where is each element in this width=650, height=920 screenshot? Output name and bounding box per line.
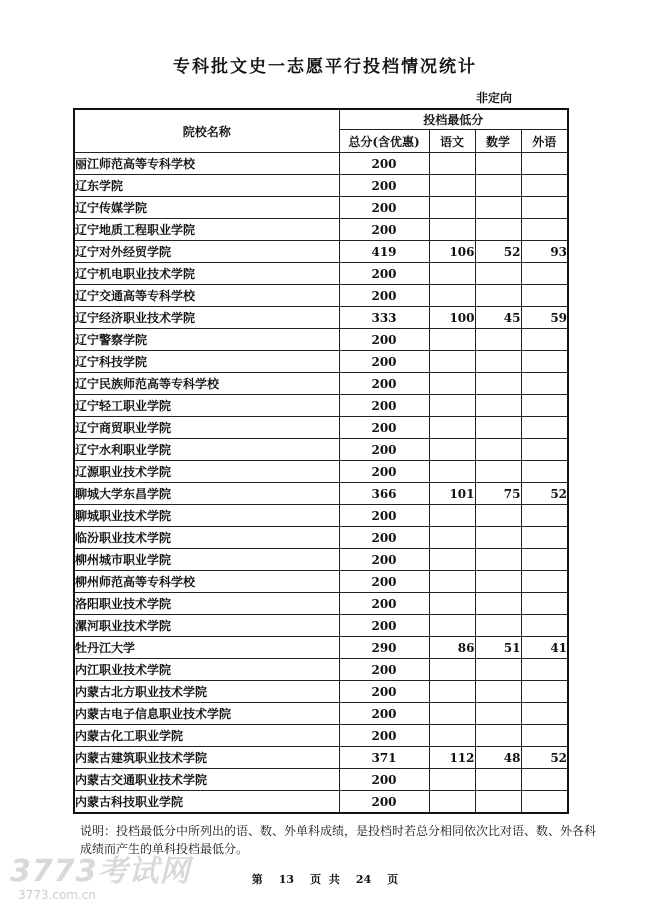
- min-score-group-header: 投档最低分: [339, 109, 568, 130]
- chinese-score-cell: 106: [429, 241, 475, 263]
- total-score-cell: 200: [339, 769, 429, 791]
- math-score-cell: [475, 175, 521, 197]
- math-score-cell: [475, 461, 521, 483]
- school-name-cell: 柳州城市职业学院: [74, 549, 339, 571]
- math-score-cell: [475, 351, 521, 373]
- math-score-cell: [475, 593, 521, 615]
- school-name-cell: 辽宁水利职业学院: [74, 439, 339, 461]
- chinese-score-cell: [429, 549, 475, 571]
- chinese-score-cell: [429, 175, 475, 197]
- table-row: [74, 219, 568, 241]
- total-score-cell: 371: [339, 747, 429, 769]
- chinese-score-cell: [429, 593, 475, 615]
- total-score-cell: 366: [339, 483, 429, 505]
- school-name-cell: 丽江师范高等专科学校: [74, 153, 339, 175]
- category-label: 非定向: [476, 91, 513, 105]
- math-score-cell: [475, 769, 521, 791]
- table-row: [74, 527, 568, 549]
- math-score-cell: 75: [475, 483, 521, 505]
- school-name-cell: 内江职业技术学院: [74, 659, 339, 681]
- chinese-score-cell: [429, 681, 475, 703]
- total-score-cell: 200: [339, 439, 429, 461]
- total-score-cell: 200: [339, 527, 429, 549]
- footer-total-pages: 24: [355, 873, 372, 886]
- math-score-cell: 51: [475, 637, 521, 659]
- math-score-cell: [475, 439, 521, 461]
- school-name-cell: 辽宁轻工职业学院: [74, 395, 339, 417]
- foreign-score-cell: [521, 681, 568, 703]
- total-score-cell: 200: [339, 549, 429, 571]
- table-row: [74, 329, 568, 351]
- school-name-cell: 辽宁传媒学院: [74, 197, 339, 219]
- chinese-score-cell: [429, 153, 475, 175]
- table-row: [74, 285, 568, 307]
- math-score-cell: [475, 417, 521, 439]
- foreign-score-cell: [521, 153, 568, 175]
- foreign-score-cell: [521, 791, 568, 814]
- footer-prefix: 第: [251, 873, 263, 886]
- total-score-cell: 200: [339, 681, 429, 703]
- site-watermark: [10, 856, 191, 902]
- foreign-score-cell: [521, 219, 568, 241]
- table-row: [74, 307, 568, 329]
- school-name-cell: 辽宁对外经贸学院: [74, 241, 339, 263]
- total-score-cell: 200: [339, 659, 429, 681]
- school-name-cell: 内蒙古交通职业技术学院: [74, 769, 339, 791]
- total-score-cell: 200: [339, 329, 429, 351]
- table-row: [74, 791, 568, 814]
- foreign-score-cell: 41: [521, 637, 568, 659]
- chinese-score-cell: [429, 285, 475, 307]
- math-score-cell: 45: [475, 307, 521, 329]
- total-score-cell: 200: [339, 593, 429, 615]
- school-name-cell: 辽宁地质工程职业学院: [74, 219, 339, 241]
- foreign-score-cell: [521, 615, 568, 637]
- math-score-cell: [475, 659, 521, 681]
- chinese-score-cell: [429, 703, 475, 725]
- total-score-cell: 200: [339, 461, 429, 483]
- foreign-score-cell: 59: [521, 307, 568, 329]
- foreign-score-cell: [521, 417, 568, 439]
- school-name-cell: 内蒙古北方职业技术学院: [74, 681, 339, 703]
- total-score-cell: 200: [339, 417, 429, 439]
- school-name-cell: 内蒙古电子信息职业技术学院: [74, 703, 339, 725]
- chinese-score-cell: [429, 329, 475, 351]
- footer-suffix: 页: [387, 873, 399, 886]
- school-name-cell: 辽源职业技术学院: [74, 461, 339, 483]
- total-score-cell: 200: [339, 505, 429, 527]
- school-name-cell: 辽宁科技学院: [74, 351, 339, 373]
- total-score-cell: 200: [339, 791, 429, 814]
- math-score-cell: 48: [475, 747, 521, 769]
- chinese-score-cell: [429, 725, 475, 747]
- table-row: [74, 747, 568, 769]
- total-score-cell: 200: [339, 197, 429, 219]
- watermark-logo-text: 3773考试网: [10, 854, 191, 889]
- foreign-score-cell: [521, 549, 568, 571]
- chinese-score-cell: 100: [429, 307, 475, 329]
- total-score-cell: 333: [339, 307, 429, 329]
- chinese-score-cell: [429, 571, 475, 593]
- table-row: [74, 659, 568, 681]
- total-score-header: 总分(含优惠): [339, 130, 429, 153]
- foreign-score-cell: [521, 175, 568, 197]
- school-name-cell: 辽宁警察学院: [74, 329, 339, 351]
- chinese-score-cell: [429, 373, 475, 395]
- math-score-cell: [475, 703, 521, 725]
- school-name-cell: 聊城大学东昌学院: [74, 483, 339, 505]
- table-row: [74, 175, 568, 197]
- table-row: [74, 549, 568, 571]
- footer-page-number: 13: [278, 873, 295, 886]
- foreign-score-cell: [521, 505, 568, 527]
- total-score-cell: 419: [339, 241, 429, 263]
- foreign-score-cell: [521, 373, 568, 395]
- chinese-header: 语文: [429, 130, 475, 153]
- chinese-score-cell: [429, 769, 475, 791]
- total-score-cell: 200: [339, 263, 429, 285]
- foreign-score-cell: [521, 351, 568, 373]
- school-name-cell: 辽东学院: [74, 175, 339, 197]
- table-row: [74, 395, 568, 417]
- watermark-url: 3773.com.cn: [18, 888, 96, 902]
- foreign-score-cell: [521, 769, 568, 791]
- foreign-score-cell: 52: [521, 747, 568, 769]
- math-score-cell: [475, 285, 521, 307]
- foreign-score-cell: [521, 703, 568, 725]
- total-score-cell: 200: [339, 395, 429, 417]
- table-row: [74, 725, 568, 747]
- total-score-cell: 200: [339, 725, 429, 747]
- total-score-cell: 200: [339, 703, 429, 725]
- table-row: [74, 483, 568, 505]
- foreign-score-cell: [521, 395, 568, 417]
- foreign-language-header: 外语: [521, 130, 568, 153]
- total-score-cell: 200: [339, 153, 429, 175]
- total-score-cell: 200: [339, 285, 429, 307]
- math-score-cell: [475, 681, 521, 703]
- school-name-cell: 内蒙古建筑职业技术学院: [74, 747, 339, 769]
- math-score-cell: [475, 791, 521, 814]
- school-name-cell: 辽宁机电职业技术学院: [74, 263, 339, 285]
- chinese-score-cell: [429, 791, 475, 814]
- chinese-score-cell: [429, 505, 475, 527]
- school-name-cell: 漯河职业技术学院: [74, 615, 339, 637]
- math-score-cell: [475, 505, 521, 527]
- foreign-score-cell: [521, 571, 568, 593]
- math-score-cell: [475, 263, 521, 285]
- school-name-cell: 内蒙古科技职业学院: [74, 791, 339, 814]
- chinese-score-cell: [429, 417, 475, 439]
- chinese-score-cell: [429, 615, 475, 637]
- table-row: [74, 615, 568, 637]
- chinese-score-cell: [429, 395, 475, 417]
- school-name-header: 院校名称: [74, 109, 339, 153]
- chinese-score-cell: [429, 197, 475, 219]
- math-score-cell: [475, 725, 521, 747]
- math-score-cell: [475, 395, 521, 417]
- math-score-cell: [475, 527, 521, 549]
- foreign-score-cell: [521, 659, 568, 681]
- chinese-score-cell: [429, 351, 475, 373]
- table-row: [74, 439, 568, 461]
- table-row: [74, 593, 568, 615]
- chinese-score-cell: [429, 439, 475, 461]
- foreign-score-cell: [521, 439, 568, 461]
- admission-table: [73, 108, 569, 814]
- foreign-score-cell: [521, 725, 568, 747]
- chinese-score-cell: [429, 461, 475, 483]
- total-score-cell: 290: [339, 637, 429, 659]
- table-row: [74, 373, 568, 395]
- foreign-score-cell: [521, 329, 568, 351]
- table-row: [74, 417, 568, 439]
- table-row: [74, 351, 568, 373]
- foreign-score-cell: [521, 593, 568, 615]
- total-score-cell: 200: [339, 373, 429, 395]
- table-row: [74, 461, 568, 483]
- school-name-cell: 柳州师范高等专科学校: [74, 571, 339, 593]
- math-score-cell: [475, 549, 521, 571]
- chinese-score-cell: 86: [429, 637, 475, 659]
- page-title: 专科批文史一志愿平行投档情况统计: [173, 57, 477, 77]
- foreign-score-cell: 93: [521, 241, 568, 263]
- school-name-cell: 洛阳职业技术学院: [74, 593, 339, 615]
- math-score-cell: [475, 373, 521, 395]
- table-row: [74, 769, 568, 791]
- foreign-score-cell: 52: [521, 483, 568, 505]
- math-score-cell: [475, 571, 521, 593]
- table-row: [74, 197, 568, 219]
- school-name-cell: 内蒙古化工职业学院: [74, 725, 339, 747]
- chinese-score-cell: [429, 659, 475, 681]
- school-name-cell: 牡丹江大学: [74, 637, 339, 659]
- foreign-score-cell: [521, 285, 568, 307]
- foreign-score-cell: [521, 197, 568, 219]
- math-score-cell: [475, 197, 521, 219]
- footer-mid: 页 共: [310, 873, 340, 886]
- table-row: [74, 263, 568, 285]
- math-score-cell: [475, 153, 521, 175]
- chinese-score-cell: [429, 219, 475, 241]
- footnote: 说明：投档最低分中所列出的语、数、外单科成绩，是投档时若总分相同依次比对语、数、外各科成绩而产生的单科投档最低分。: [80, 824, 597, 856]
- chinese-score-cell: 112: [429, 747, 475, 769]
- total-score-cell: 200: [339, 571, 429, 593]
- math-score-cell: [475, 219, 521, 241]
- table-row: [74, 703, 568, 725]
- school-name-cell: 聊城职业技术学院: [74, 505, 339, 527]
- total-score-cell: 200: [339, 615, 429, 637]
- school-name-cell: 辽宁民族师范高等专科学校: [74, 373, 339, 395]
- chinese-score-cell: [429, 263, 475, 285]
- school-name-cell: 辽宁商贸职业学院: [74, 417, 339, 439]
- table-body: [74, 153, 568, 814]
- school-name-cell: 辽宁经济职业技术学院: [74, 307, 339, 329]
- math-score-cell: [475, 329, 521, 351]
- table-row: [74, 637, 568, 659]
- math-score-cell: [475, 615, 521, 637]
- table-row: [74, 153, 568, 175]
- chinese-score-cell: [429, 527, 475, 549]
- table-row: [74, 571, 568, 593]
- table-row: [74, 241, 568, 263]
- school-name-cell: 临汾职业技术学院: [74, 527, 339, 549]
- school-name-cell: 辽宁交通高等专科学校: [74, 285, 339, 307]
- total-score-cell: 200: [339, 175, 429, 197]
- foreign-score-cell: [521, 461, 568, 483]
- math-score-cell: 52: [475, 241, 521, 263]
- table-row: [74, 681, 568, 703]
- foreign-score-cell: [521, 263, 568, 285]
- foreign-score-cell: [521, 527, 568, 549]
- total-score-cell: 200: [339, 219, 429, 241]
- math-header: 数学: [475, 130, 521, 153]
- chinese-score-cell: 101: [429, 483, 475, 505]
- table-row: [74, 505, 568, 527]
- total-score-cell: 200: [339, 351, 429, 373]
